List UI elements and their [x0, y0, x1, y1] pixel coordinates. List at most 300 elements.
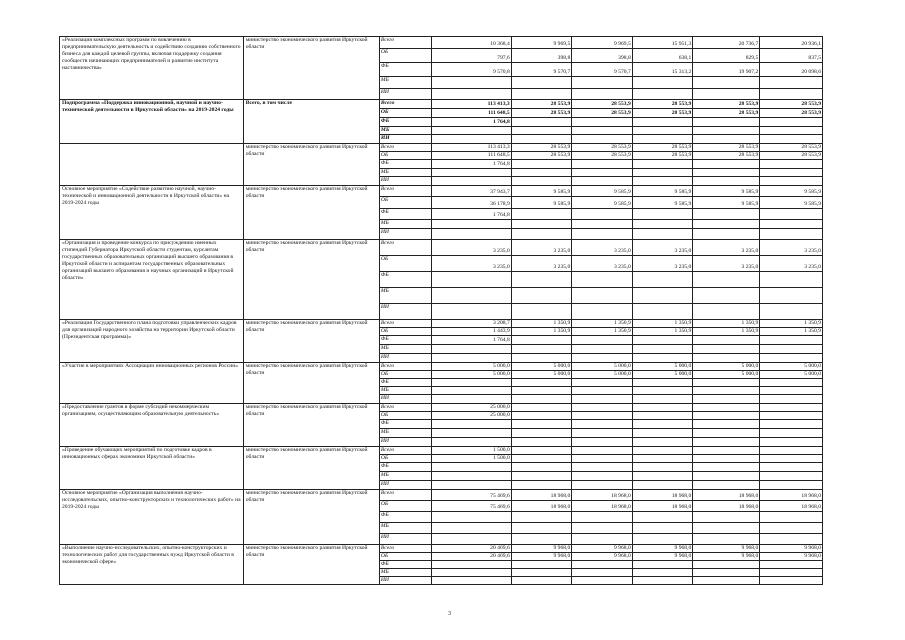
table-row: [60, 37, 823, 49]
amount-cell: 9 968,0: [572, 545, 633, 553]
amount-cell: [572, 404, 633, 412]
amount-cell: 15 313,2: [632, 63, 693, 77]
funding-source-cell: МБ: [379, 387, 431, 395]
amount-cell: [632, 455, 693, 463]
amount-cell: [632, 463, 693, 472]
amount-cell: [632, 354, 693, 363]
amount-cell: [572, 89, 633, 100]
amount-cell: 28 553,9: [760, 109, 823, 118]
amount-cell: [693, 336, 760, 345]
amount-cell: [572, 387, 633, 395]
amount-cell: [511, 472, 572, 481]
amount-cell: [431, 354, 511, 363]
amount-cell: [632, 481, 693, 490]
funding-source-cell: ИИ: [379, 304, 431, 320]
budget-table: [59, 36, 823, 585]
amount-cell: 9 968,0: [693, 553, 760, 561]
amount-cell: [511, 345, 572, 354]
funding-source-cell: ФБ: [379, 336, 431, 345]
funding-source-cell: ОБ: [379, 49, 431, 63]
amount-cell: [632, 336, 693, 345]
amount-cell: [693, 429, 760, 438]
funding-source-cell: ИИ: [379, 481, 431, 490]
funding-source-cell: Всего: [379, 545, 431, 553]
amount-cell: 111 648,5: [431, 109, 511, 118]
amount-cell: [632, 404, 693, 412]
funding-source-cell: ОБ: [379, 256, 431, 272]
amount-cell: 1 350,9: [632, 320, 693, 328]
amount-cell: [760, 272, 823, 288]
funding-source-cell: ИИ: [379, 135, 431, 144]
funding-source-cell: МБ: [379, 288, 431, 304]
amount-cell: 9 968,0: [760, 553, 823, 561]
amount-cell: [693, 135, 760, 144]
amount-cell: [572, 534, 633, 545]
funding-source-cell: Всего: [379, 490, 431, 501]
amount-cell: [572, 412, 633, 420]
amount-cell: 75 469,6: [431, 490, 511, 501]
funding-source-cell: Всего: [379, 186, 431, 197]
amount-cell: [760, 379, 823, 387]
amount-cell: [511, 534, 572, 545]
responsible-executor-cell: министерство экономического развития Иркутской области: [243, 490, 379, 545]
amount-cell: 638,1: [632, 49, 693, 63]
funding-source-cell: ИИ: [379, 534, 431, 545]
amount-cell: 28 553,9: [572, 109, 633, 118]
amount-cell: 3 235,0: [431, 240, 511, 256]
amount-cell: [760, 429, 823, 438]
amount-cell: [632, 89, 693, 100]
funding-source-cell: МБ: [379, 429, 431, 438]
amount-cell: [760, 472, 823, 481]
amount-cell: [632, 569, 693, 577]
amount-cell: [632, 577, 693, 585]
funding-source-cell: Всего: [379, 363, 431, 371]
amount-cell: [572, 438, 633, 447]
amount-cell: 9 585,9: [693, 197, 760, 209]
amount-cell: [511, 379, 572, 387]
funding-source-cell: ФБ: [379, 63, 431, 77]
funding-source-cell: ИИ: [379, 577, 431, 585]
funding-source-cell: ФБ: [379, 160, 431, 169]
amount-cell: [511, 429, 572, 438]
amount-cell: [760, 160, 823, 169]
amount-cell: 20 936,1: [760, 37, 823, 49]
amount-cell: 5 000,0: [511, 371, 572, 379]
amount-cell: 5 000,0: [632, 371, 693, 379]
amount-cell: 3 235,0: [511, 256, 572, 272]
amount-cell: [511, 438, 572, 447]
funding-source-cell: МБ: [379, 569, 431, 577]
amount-cell: [572, 288, 633, 304]
amount-cell: [511, 272, 572, 288]
amount-cell: [572, 177, 633, 186]
amount-cell: [760, 561, 823, 569]
amount-cell: [431, 77, 511, 89]
amount-cell: 18 968,0: [693, 501, 760, 512]
amount-cell: [572, 118, 633, 127]
amount-cell: 3 235,0: [760, 240, 823, 256]
amount-cell: [431, 534, 511, 545]
amount-cell: [572, 429, 633, 438]
amount-cell: 18 968,0: [632, 490, 693, 501]
table-row: [60, 404, 823, 412]
funding-source-cell: ФБ: [379, 463, 431, 472]
amount-cell: [760, 220, 823, 229]
amount-cell: [693, 481, 760, 490]
amount-cell: [511, 577, 572, 585]
amount-cell: [760, 395, 823, 404]
activity-name-cell: «Реализация комплексных программ по вовлечению в предпринимательскую деятельность и содействию созданию собственного бизнеса для каждой целевой группы, включая поддержку создания сообществ начинающих предпринимателей и развитие института наставничества»: [60, 37, 244, 100]
funding-source-cell: ОБ: [379, 152, 431, 160]
amount-cell: [693, 345, 760, 354]
funding-source-cell: Всего: [379, 37, 431, 49]
amount-cell: [572, 569, 633, 577]
funding-source-cell: Всего: [379, 100, 431, 109]
amount-cell: 20 098,6: [760, 63, 823, 77]
funding-source-cell: Всего: [379, 144, 431, 152]
amount-cell: [632, 429, 693, 438]
amount-cell: 28 553,9: [760, 152, 823, 160]
amount-cell: [632, 534, 693, 545]
funding-source-cell: МБ: [379, 169, 431, 177]
amount-cell: [632, 288, 693, 304]
amount-cell: 18 968,0: [572, 501, 633, 512]
activity-name-cell: «Участие в мероприятиях Ассоциации инновационных регионов России»: [60, 363, 244, 404]
amount-cell: 9 570,7: [572, 63, 633, 77]
amount-cell: 9 968,0: [632, 553, 693, 561]
amount-cell: [511, 420, 572, 429]
funding-source-cell: ИИ: [379, 89, 431, 100]
funding-source-cell: Всего: [379, 320, 431, 328]
amount-cell: [511, 455, 572, 463]
amount-cell: 1 350,9: [693, 328, 760, 336]
amount-cell: 28 553,9: [760, 100, 823, 109]
amount-cell: [511, 177, 572, 186]
amount-cell: [572, 379, 633, 387]
amount-cell: 113 413,3: [431, 144, 511, 152]
amount-cell: [511, 354, 572, 363]
amount-cell: [431, 438, 511, 447]
amount-cell: 3 235,0: [632, 256, 693, 272]
amount-cell: [693, 89, 760, 100]
amount-cell: [632, 420, 693, 429]
amount-cell: 1 500,0: [431, 455, 511, 463]
amount-cell: [632, 379, 693, 387]
amount-cell: [760, 387, 823, 395]
amount-cell: 20 469,6: [431, 553, 511, 561]
amount-cell: [693, 404, 760, 412]
amount-cell: [632, 387, 693, 395]
amount-cell: [572, 420, 633, 429]
amount-cell: [693, 455, 760, 463]
amount-cell: 18 968,0: [511, 490, 572, 501]
table-row: [60, 240, 823, 256]
funding-source-cell: МБ: [379, 345, 431, 354]
amount-cell: [693, 387, 760, 395]
amount-cell: 1 350,9: [632, 328, 693, 336]
amount-cell: [693, 272, 760, 288]
amount-cell: [572, 561, 633, 569]
amount-cell: [632, 220, 693, 229]
amount-cell: [572, 463, 633, 472]
amount-cell: [572, 77, 633, 89]
amount-cell: 3 235,0: [760, 256, 823, 272]
amount-cell: [693, 169, 760, 177]
activity-name-cell: Подпрограмма «Поддержка инновационной, научной и научно-технической деятельности в Иркутской области» на 2019-2024 годы: [60, 100, 244, 144]
funding-source-cell: ОБ: [379, 412, 431, 420]
amount-cell: [431, 272, 511, 288]
amount-cell: 3 235,0: [693, 240, 760, 256]
amount-cell: [572, 523, 633, 534]
amount-cell: 28 553,9: [693, 152, 760, 160]
amount-cell: 9 585,9: [572, 186, 633, 197]
table-row: [60, 545, 823, 553]
amount-cell: [632, 177, 693, 186]
funding-source-cell: МБ: [379, 127, 431, 135]
amount-cell: [511, 304, 572, 320]
amount-cell: [693, 447, 760, 455]
amount-cell: [760, 481, 823, 490]
amount-cell: [760, 304, 823, 320]
amount-cell: [511, 89, 572, 100]
amount-cell: [632, 447, 693, 455]
amount-cell: [431, 304, 511, 320]
amount-cell: [431, 89, 511, 100]
amount-cell: 9 969,5: [511, 37, 572, 49]
amount-cell: 111 648,5: [431, 152, 511, 160]
amount-cell: 36 178,9: [431, 197, 511, 209]
amount-cell: 18 968,0: [572, 490, 633, 501]
amount-cell: 28 553,9: [511, 109, 572, 118]
amount-cell: [760, 169, 823, 177]
amount-cell: [693, 160, 760, 169]
amount-cell: [431, 569, 511, 577]
amount-cell: 9 968,0: [511, 553, 572, 561]
amount-cell: [572, 220, 633, 229]
amount-cell: [511, 387, 572, 395]
funding-source-cell: ИИ: [379, 229, 431, 240]
amount-cell: [431, 345, 511, 354]
amount-cell: [431, 169, 511, 177]
funding-source-cell: ОБ: [379, 197, 431, 209]
amount-cell: [632, 472, 693, 481]
amount-cell: [511, 395, 572, 404]
amount-cell: 3 235,0: [632, 240, 693, 256]
amount-cell: [572, 336, 633, 345]
amount-cell: [431, 523, 511, 534]
amount-cell: 25 000,0: [431, 404, 511, 412]
amount-cell: [511, 288, 572, 304]
funding-source-cell: ИИ: [379, 177, 431, 186]
amount-cell: [760, 447, 823, 455]
amount-cell: 9 585,9: [760, 186, 823, 197]
amount-cell: [693, 412, 760, 420]
amount-cell: [632, 135, 693, 144]
amount-cell: 9 585,9: [693, 186, 760, 197]
funding-source-cell: ФБ: [379, 209, 431, 220]
amount-cell: [572, 354, 633, 363]
amount-cell: [572, 209, 633, 220]
responsible-executor-cell: министерство экономического развития Иркутской области: [243, 447, 379, 490]
amount-cell: [431, 135, 511, 144]
funding-source-cell: МБ: [379, 523, 431, 534]
amount-cell: 18 968,0: [760, 490, 823, 501]
amount-cell: [693, 523, 760, 534]
amount-cell: [632, 160, 693, 169]
amount-cell: 28 553,9: [511, 100, 572, 109]
amount-cell: [572, 577, 633, 585]
amount-cell: 9 570,7: [511, 63, 572, 77]
amount-cell: [693, 118, 760, 127]
amount-cell: 28 553,9: [632, 152, 693, 160]
amount-cell: 3 235,0: [431, 256, 511, 272]
amount-cell: [693, 569, 760, 577]
amount-cell: 9 585,9: [511, 186, 572, 197]
amount-cell: [572, 447, 633, 455]
amount-cell: [760, 288, 823, 304]
amount-cell: [632, 118, 693, 127]
amount-cell: [760, 77, 823, 89]
amount-cell: 5 000,0: [760, 363, 823, 371]
amount-cell: [760, 336, 823, 345]
amount-cell: 3 235,0: [511, 240, 572, 256]
amount-cell: [760, 412, 823, 420]
activity-name-cell: «Реализация Государственного плана подготовки управленческих кадров для организаций народного хозяйства на территории Иркутской области (Президентская программа)»: [60, 320, 244, 363]
amount-cell: [632, 229, 693, 240]
amount-cell: 5 000,0: [693, 363, 760, 371]
amount-cell: [693, 577, 760, 585]
amount-cell: 15 951,3: [632, 37, 693, 49]
amount-cell: 3 208,7: [431, 320, 511, 328]
amount-cell: [693, 177, 760, 186]
funding-source-cell: Всего: [379, 447, 431, 455]
amount-cell: [431, 472, 511, 481]
amount-cell: [431, 429, 511, 438]
amount-cell: [693, 229, 760, 240]
responsible-executor-cell: министерство экономического развития Иркутской области: [243, 320, 379, 363]
amount-cell: [760, 512, 823, 523]
funding-source-cell: МБ: [379, 472, 431, 481]
funding-source-cell: ОБ: [379, 553, 431, 561]
amount-cell: 28 553,9: [511, 152, 572, 160]
amount-cell: [760, 534, 823, 545]
amount-cell: [511, 463, 572, 472]
amount-cell: [693, 395, 760, 404]
amount-cell: [693, 354, 760, 363]
amount-cell: [511, 512, 572, 523]
amount-cell: [431, 481, 511, 490]
amount-cell: [760, 118, 823, 127]
amount-cell: [632, 209, 693, 220]
amount-cell: [511, 569, 572, 577]
responsible-executor-cell: министерство экономического развития Иркутской области: [243, 545, 379, 585]
amount-cell: [760, 135, 823, 144]
amount-cell: [511, 209, 572, 220]
amount-cell: [693, 77, 760, 89]
amount-cell: [572, 395, 633, 404]
amount-cell: [511, 561, 572, 569]
amount-cell: [431, 512, 511, 523]
amount-cell: [511, 220, 572, 229]
amount-cell: [693, 472, 760, 481]
table-row: [60, 100, 823, 109]
amount-cell: [760, 420, 823, 429]
amount-cell: [431, 177, 511, 186]
amount-cell: [572, 512, 633, 523]
amount-cell: 9 585,9: [760, 197, 823, 209]
amount-cell: [632, 127, 693, 135]
amount-cell: 25 000,0: [431, 412, 511, 420]
amount-cell: [760, 577, 823, 585]
activity-name-cell: «Проведение обучающих мероприятий по подготовке кадров в инновационных сферах экономики Иркутской области»: [60, 447, 244, 490]
amount-cell: 1 764,8: [431, 118, 511, 127]
amount-cell: [760, 455, 823, 463]
funding-source-cell: Всего: [379, 404, 431, 412]
amount-cell: 37 943,7: [431, 186, 511, 197]
amount-cell: 28 553,9: [632, 100, 693, 109]
amount-cell: 5 000,0: [431, 371, 511, 379]
amount-cell: [693, 379, 760, 387]
amount-cell: 28 553,9: [693, 144, 760, 152]
amount-cell: [693, 288, 760, 304]
amount-cell: [572, 272, 633, 288]
funding-source-cell: ФБ: [379, 420, 431, 429]
amount-cell: 9 968,0: [511, 545, 572, 553]
amount-cell: 1 350,9: [572, 320, 633, 328]
amount-cell: 28 553,9: [760, 144, 823, 152]
amount-cell: 1 764,8: [431, 209, 511, 220]
funding-source-cell: МБ: [379, 77, 431, 89]
activity-name-cell: Основное мероприятие «Содействие развитию научной, научно-технической и инновационной деятельности в Иркутской области» на 2019-2024 годы: [60, 186, 244, 240]
activity-name-cell: «Организация и проведение конкурса по присуждению именных стипендий Губернатора Иркутской области студентам, курсантам государственных образовательных организаций высшего образования в Иркутской области и аспирантам государственных образовательных организаций высшего образования и научных организаций в Иркутской области»: [60, 240, 244, 320]
amount-cell: [693, 534, 760, 545]
amount-cell: [431, 220, 511, 229]
amount-cell: 1 350,9: [511, 320, 572, 328]
funding-source-cell: ОБ: [379, 109, 431, 118]
amount-cell: 5 000,0: [572, 371, 633, 379]
responsible-executor-cell: Всего, в том числе: [243, 100, 379, 144]
amount-cell: [693, 420, 760, 429]
amount-cell: 1 350,9: [511, 328, 572, 336]
amount-cell: [760, 229, 823, 240]
amount-cell: [511, 169, 572, 177]
table-row: [60, 490, 823, 501]
amount-cell: [572, 229, 633, 240]
table-row: [60, 447, 823, 455]
table-row: [60, 144, 823, 152]
table-row: [60, 363, 823, 371]
amount-cell: [693, 561, 760, 569]
amount-cell: 10 368,4: [431, 37, 511, 49]
amount-cell: [431, 420, 511, 429]
amount-cell: [431, 379, 511, 387]
amount-cell: 1 350,9: [693, 320, 760, 328]
responsible-executor-cell: министерство экономического развития Иркутской области: [243, 186, 379, 240]
amount-cell: 5 000,0: [431, 363, 511, 371]
page-number: 3: [448, 611, 451, 617]
amount-cell: 28 553,9: [572, 152, 633, 160]
amount-cell: [632, 523, 693, 534]
amount-cell: [511, 412, 572, 420]
amount-cell: 28 553,9: [632, 109, 693, 118]
amount-cell: [632, 395, 693, 404]
amount-cell: 5 000,0: [572, 363, 633, 371]
amount-cell: [693, 463, 760, 472]
amount-cell: [511, 160, 572, 169]
amount-cell: [693, 512, 760, 523]
amount-cell: 1 764,8: [431, 160, 511, 169]
